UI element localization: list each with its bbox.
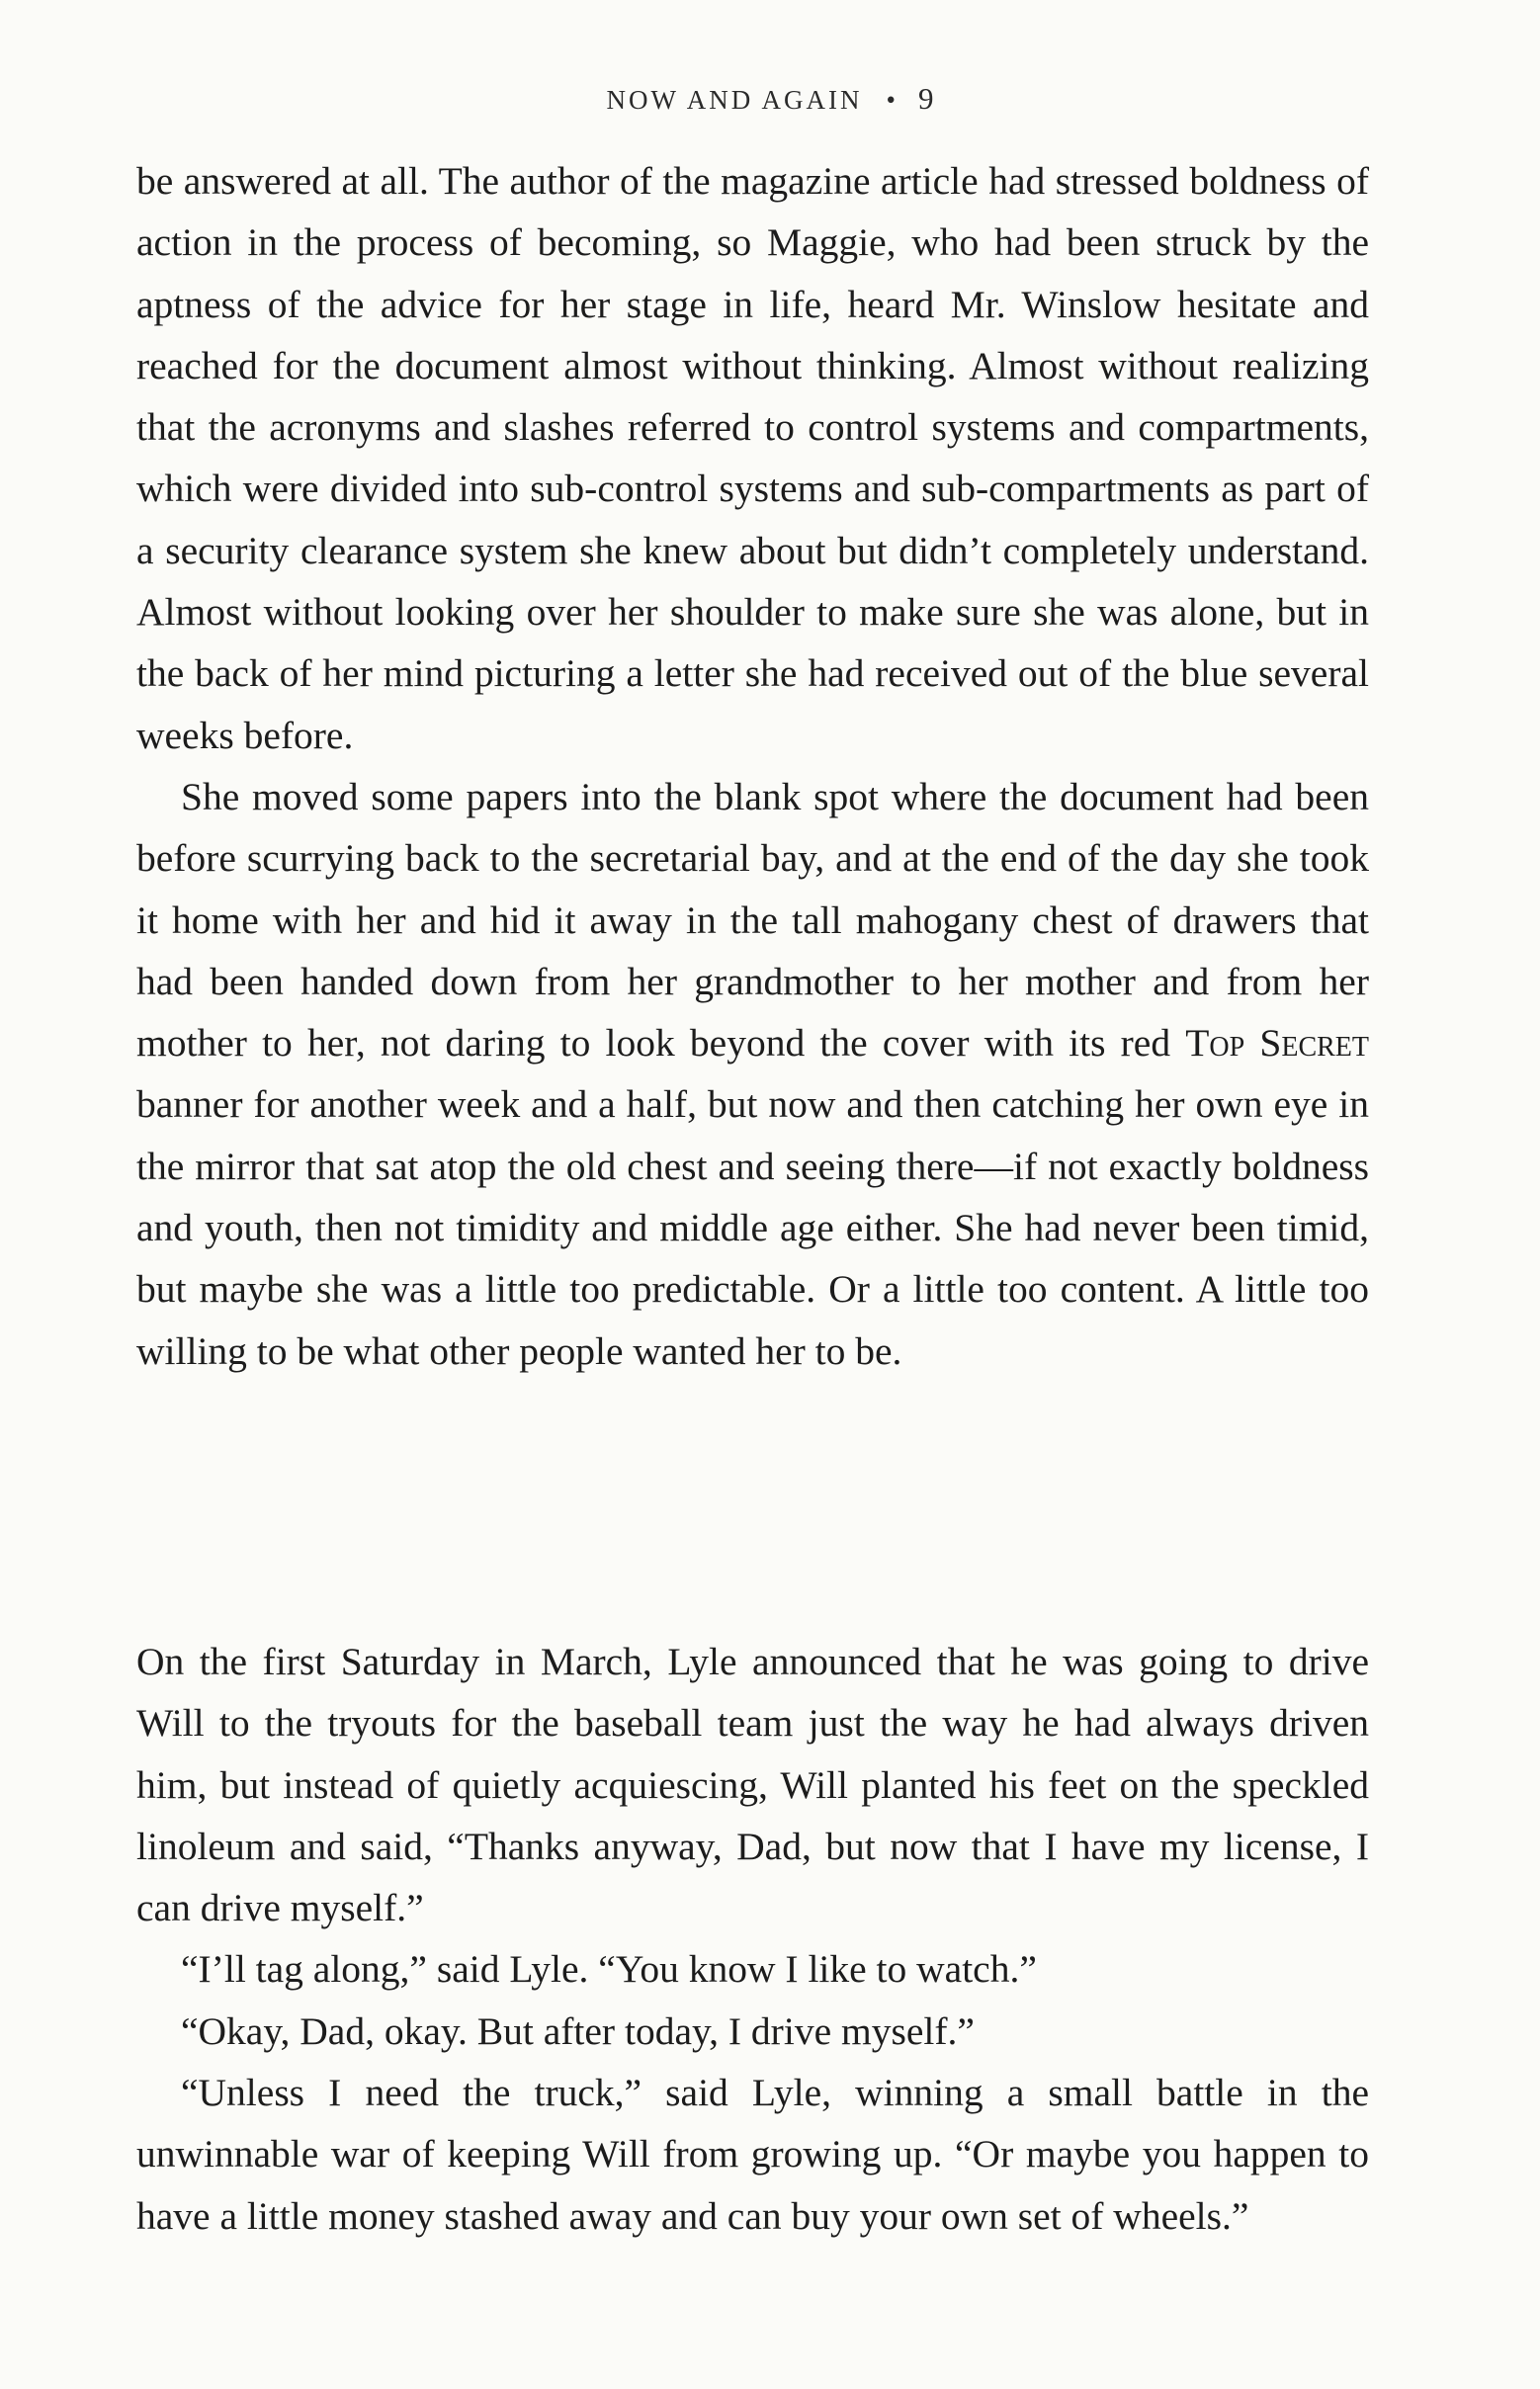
- running-header: [0, 81, 1540, 117]
- section-one: [136, 150, 1369, 1382]
- paragraph-saturday: On the first Saturday in March, Lyle announced that he was going to drive Will to the tryouts for the baseball team just the way he had always driven him, but instead of quietly acquiescing, Will planted his feet on the speckled linoleum and said, “Thanks anyway, Dad, but now that I have my license, I can drive myself.”: [136, 1640, 1369, 1930]
- dialogue-line: “Unless I need the truck,” said Lyle, winning a small battle in the unwinnable war of keeping Will from growing up. “Or maybe you happen to have a little money stashed away and can buy your own set of wheels.”: [136, 2071, 1369, 2238]
- page-number: 9: [917, 81, 934, 116]
- top-secret-banner-text: Top Secret: [1185, 1021, 1369, 1066]
- book-title: NOW AND AGAIN: [606, 85, 863, 115]
- dialogue-line: “I’ll tag along,” said Lyle. “You know I like to watch.”: [181, 1947, 1037, 1992]
- paragraph-continuation: be answered at all. The author of the magazine article had stressed boldness of action in the process of becoming, so Maggie, who had been struck by the aptness of the advice for her stage in life, heard Mr. Winslow hesitate and reached for the document almost without thinking. Almost without realizing that the acronyms and slashes referred to control systems and compartments, which were divided into sub-control systems and sub-compartments as part of a security clearance system she knew about but didn’t completely understand. Almost without looking over her shoulder to make sure she was alone, but in the back of her mind picturing a letter she had received out of the blue several weeks before.: [136, 159, 1369, 757]
- section-two: [136, 1631, 1369, 2247]
- paragraph-document-hidden: [136, 766, 1369, 1382]
- dialogue-line: “Okay, Dad, okay. But after today, I drive myself.”: [181, 2008, 975, 2053]
- paragraph-text-part: banner for another week and a half, but now and then catching her own eye in the mirror that sat atop the old chest and seeing there—if not exactly boldness and youth, then not timidity and middle age either. She had never been timid, but maybe she was a little too predictable. Or a little too content. A little too willing to be what other people wanted her to be.: [136, 1082, 1369, 1373]
- paragraph-text-part: She moved some papers into the blank spot where the document had been before scurrying back to the secretarial bay, and at the end of the day she took it home with her and hid it away in the tall mahogany chest of drawers that had been handed down from her grandmother to her mother and from her mother to her, not daring to look beyond the cover with its red: [136, 774, 1369, 1066]
- header-separator: •: [886, 85, 898, 115]
